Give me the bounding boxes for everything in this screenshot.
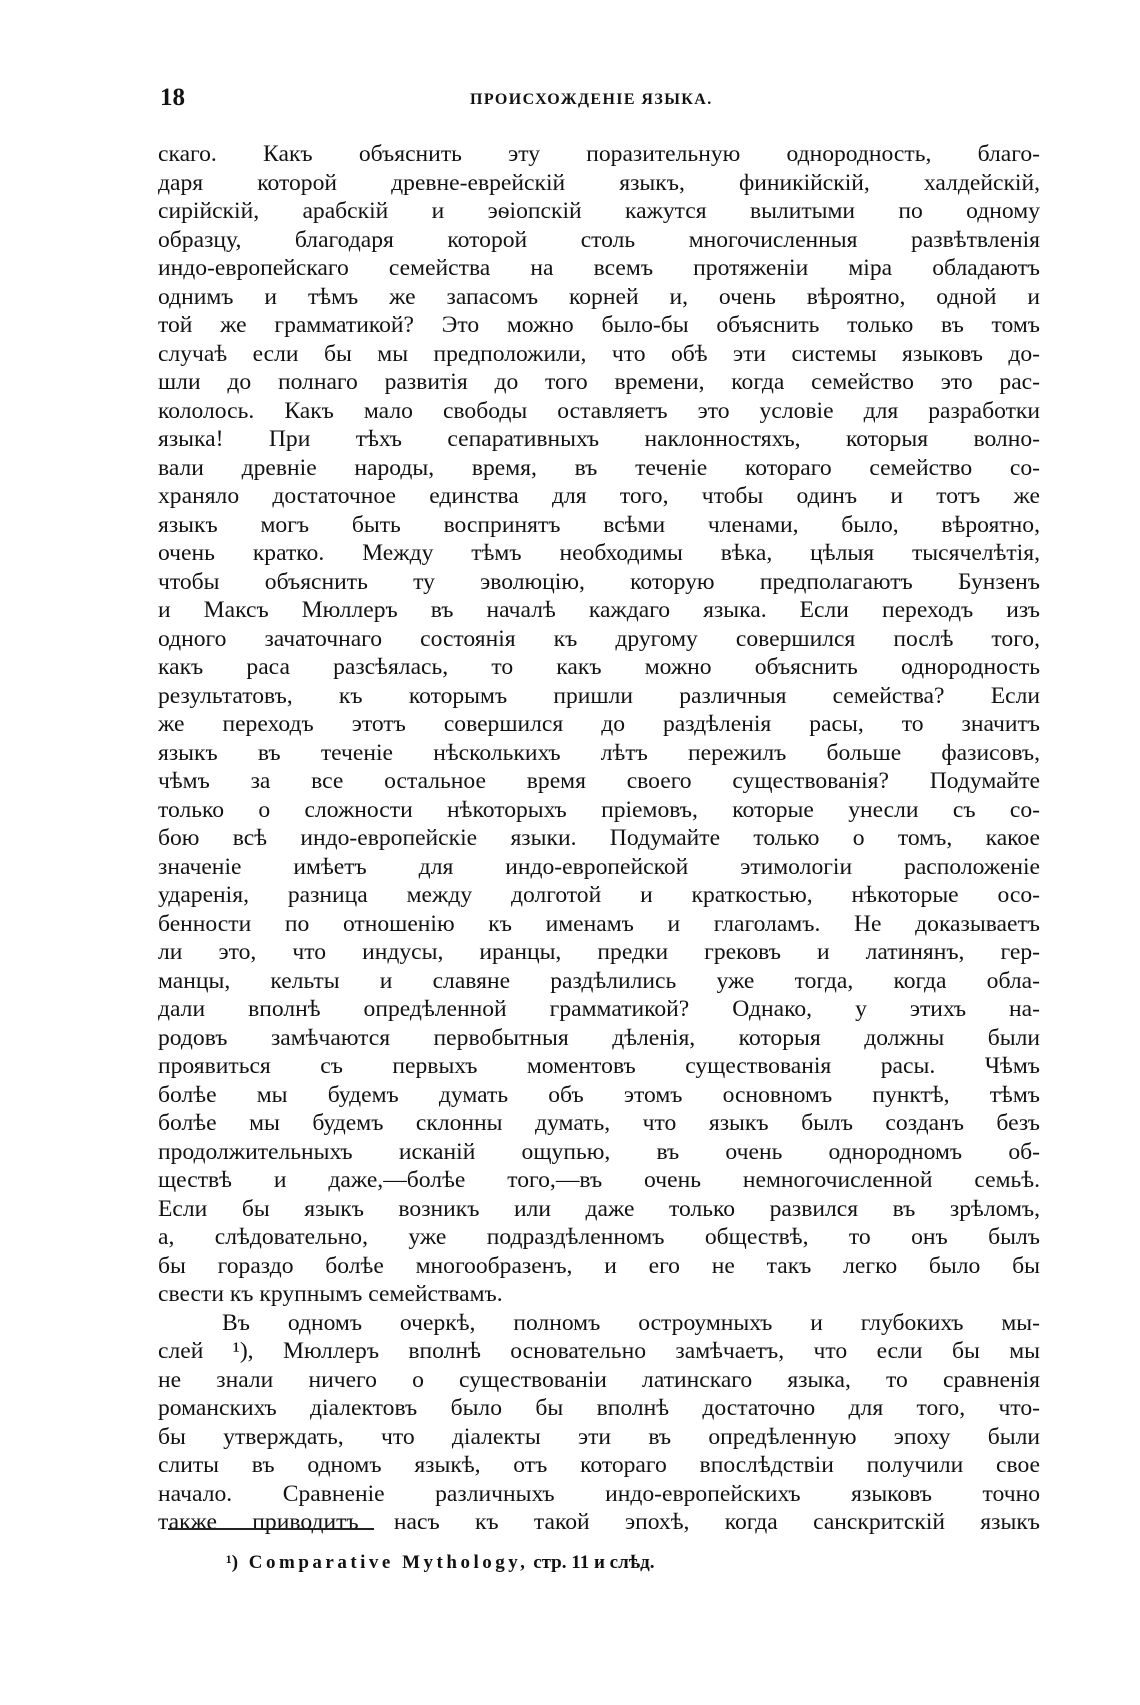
text-line: языкъ въ теченіе нѣсколькихъ лѣтъ пережилъ больше фазисовъ, xyxy=(158,739,1040,766)
text-line: храняло достаточное единства для того, чтобы одинъ и тотъ же xyxy=(158,483,1040,509)
text-line: бы гораздо болѣе многообразенъ, и его не такъ легко было бы xyxy=(158,1252,1040,1279)
footnote-title: Comparative Mythology, xyxy=(248,1552,529,1573)
text-line: дали вполнѣ опредѣленной грамматикой? Однако, у этихъ на- xyxy=(158,996,1040,1022)
page-number: 18 xyxy=(160,84,185,111)
text-line: языкъ могъ быть воспринятъ всѣми членами, было, вѣроятно, xyxy=(158,511,1040,538)
text-line: сирійскій, арабскій и эѳіопскій кажутся вылитыми по одному xyxy=(158,198,1040,224)
text-line: индо-европейскаго семейства на всемъ протяженіи міра обладаютъ xyxy=(158,255,1040,281)
text-line: слей ¹), Мюллеръ вполнѣ основательно замѣчаетъ, что если бы мы xyxy=(158,1338,1040,1364)
text-line: одного зачаточнаго состоянія къ другому совершился послѣ того, xyxy=(158,625,1040,652)
text-line: образцу, благодаря которой столь многочисленныя развѣтвленія xyxy=(158,226,1040,253)
text-line: и Максъ Мюллеръ въ началѣ каждаго языка. Если переходъ изъ xyxy=(158,597,1040,623)
text-line: Если бы языкъ возникъ или даже только развился въ зрѣломъ, xyxy=(158,1195,1040,1222)
footnote xyxy=(226,1552,655,1574)
text-line: манцы, кельты и славяне раздѣлились уже тогда, когда обла- xyxy=(158,967,1040,994)
text-line: случаѣ если бы мы предположили, что обѣ эти системы языковъ до- xyxy=(158,340,1040,367)
text-line: слиты въ одномъ языкѣ, отъ котораго впослѣдствіи получили свое xyxy=(158,1452,1040,1478)
text-line: болѣе мы будемъ думать объ этомъ основномъ пунктѣ, тѣмъ xyxy=(158,1081,1040,1108)
text-line: также приводитъ насъ къ такой эпохѣ, когда санскритскій языкъ xyxy=(158,1509,1040,1535)
text-line: скаго. Какъ объяснить эту поразительную однородность, благо- xyxy=(158,141,1040,167)
page-header xyxy=(150,84,1050,118)
text-line: не знали ничего о существованіи латинскаго языка, то сравненія xyxy=(158,1366,1040,1393)
text-line: болѣе мы будемъ склонны думать, что языкъ былъ созданъ безъ xyxy=(158,1110,1040,1136)
text-line: только о сложности нѣкоторыхъ пріемовъ, которые унесли съ со- xyxy=(158,796,1040,823)
footnote-reference: стр. 11 и слѣд. xyxy=(533,1552,655,1573)
text-line: бенности по отношенію къ именамъ и глаголамъ. Не доказываетъ xyxy=(158,910,1040,937)
footnote-divider xyxy=(168,1528,374,1530)
text-line: чтобы объяснить ту эволюцію, которую предполагаютъ Бунзенъ xyxy=(158,568,1040,595)
text-line: шли до полнаго развитія до того времени, когда семейство это рас- xyxy=(158,369,1040,395)
text-line: начало. Сравненіе различныхъ индо-европейскихъ языковъ точно xyxy=(158,1480,1040,1507)
running-title: ПРОИСХОЖДЕНІЕ ЯЗЫКА. xyxy=(470,91,713,108)
text-line: языка! При тѣхъ сепаративныхъ наклонностяхъ, которыя волно- xyxy=(158,426,1040,452)
text-line: романскихъ діалектовъ было бы вполнѣ достаточно для того, что- xyxy=(158,1395,1040,1421)
text-line: ли это, что индусы, иранцы, предки грековъ и латинянъ, гер- xyxy=(158,939,1040,965)
text-line: а, слѣдовательно, уже подраздѣленномъ обществѣ, то онъ былъ xyxy=(158,1224,1040,1250)
text-line: значеніе имѣетъ для индо-европейской этимологіи расположеніе xyxy=(158,853,1040,880)
paragraph-start-line: Въ одномъ очеркѣ, полномъ остроумныхъ и глубокихъ мы- xyxy=(222,1309,1040,1336)
text-line: результатовъ, къ которымъ пришли различныя семейства? Если xyxy=(158,682,1040,709)
footnote-marker: ¹) xyxy=(226,1552,239,1573)
text-line: какъ раса разсѣялась, то какъ можно объяснить однородность xyxy=(158,654,1040,680)
text-line: вали древніе народы, время, въ теченіе котораго семейство со- xyxy=(158,454,1040,481)
text-line: очень кратко. Между тѣмъ необходимы вѣка, цѣлыя тысячелѣтія, xyxy=(158,540,1040,566)
text-line: продолжительныхъ исканій ощупью, въ очень однородномъ об- xyxy=(158,1138,1040,1165)
text-line: ществѣ и даже,—болѣе того,—въ очень немногочисленной семьѣ. xyxy=(158,1167,1040,1193)
text-line: родовъ замѣчаются первобытныя дѣленія, которыя должны были xyxy=(158,1024,1040,1051)
text-line: проявиться съ первыхъ моментовъ существованія расы. Чѣмъ xyxy=(158,1053,1040,1079)
text-line: кололось. Какъ мало свободы оставляетъ это условіе для разработки xyxy=(158,397,1040,424)
text-line: чѣмъ за все остальное время своего существованія? Подумайте xyxy=(158,768,1040,794)
text-line: бою всѣ индо-европейскіе языки. Подумайте только о томъ, какое xyxy=(158,825,1040,851)
paragraph-end-line: свести къ крупнымъ семействамъ. xyxy=(158,1281,503,1307)
text-line: бы утверждать, что діалекты эти въ опредѣленную эпоху были xyxy=(158,1423,1040,1450)
text-line: ударенія, разница между долготой и краткостью, нѣкоторые осо- xyxy=(158,882,1040,908)
text-line: даря которой древне-еврейскій языкъ, финикійскій, халдейскій, xyxy=(158,169,1040,196)
text-line: же переходъ этотъ совершился до раздѣленія расы, то значитъ xyxy=(158,711,1040,737)
text-line: той же грамматикой? Это можно было-бы объяснить только въ томъ xyxy=(158,312,1040,338)
text-line: однимъ и тѣмъ же запасомъ корней и, очень вѣроятно, одной и xyxy=(158,283,1040,310)
body-text xyxy=(158,140,1040,1537)
